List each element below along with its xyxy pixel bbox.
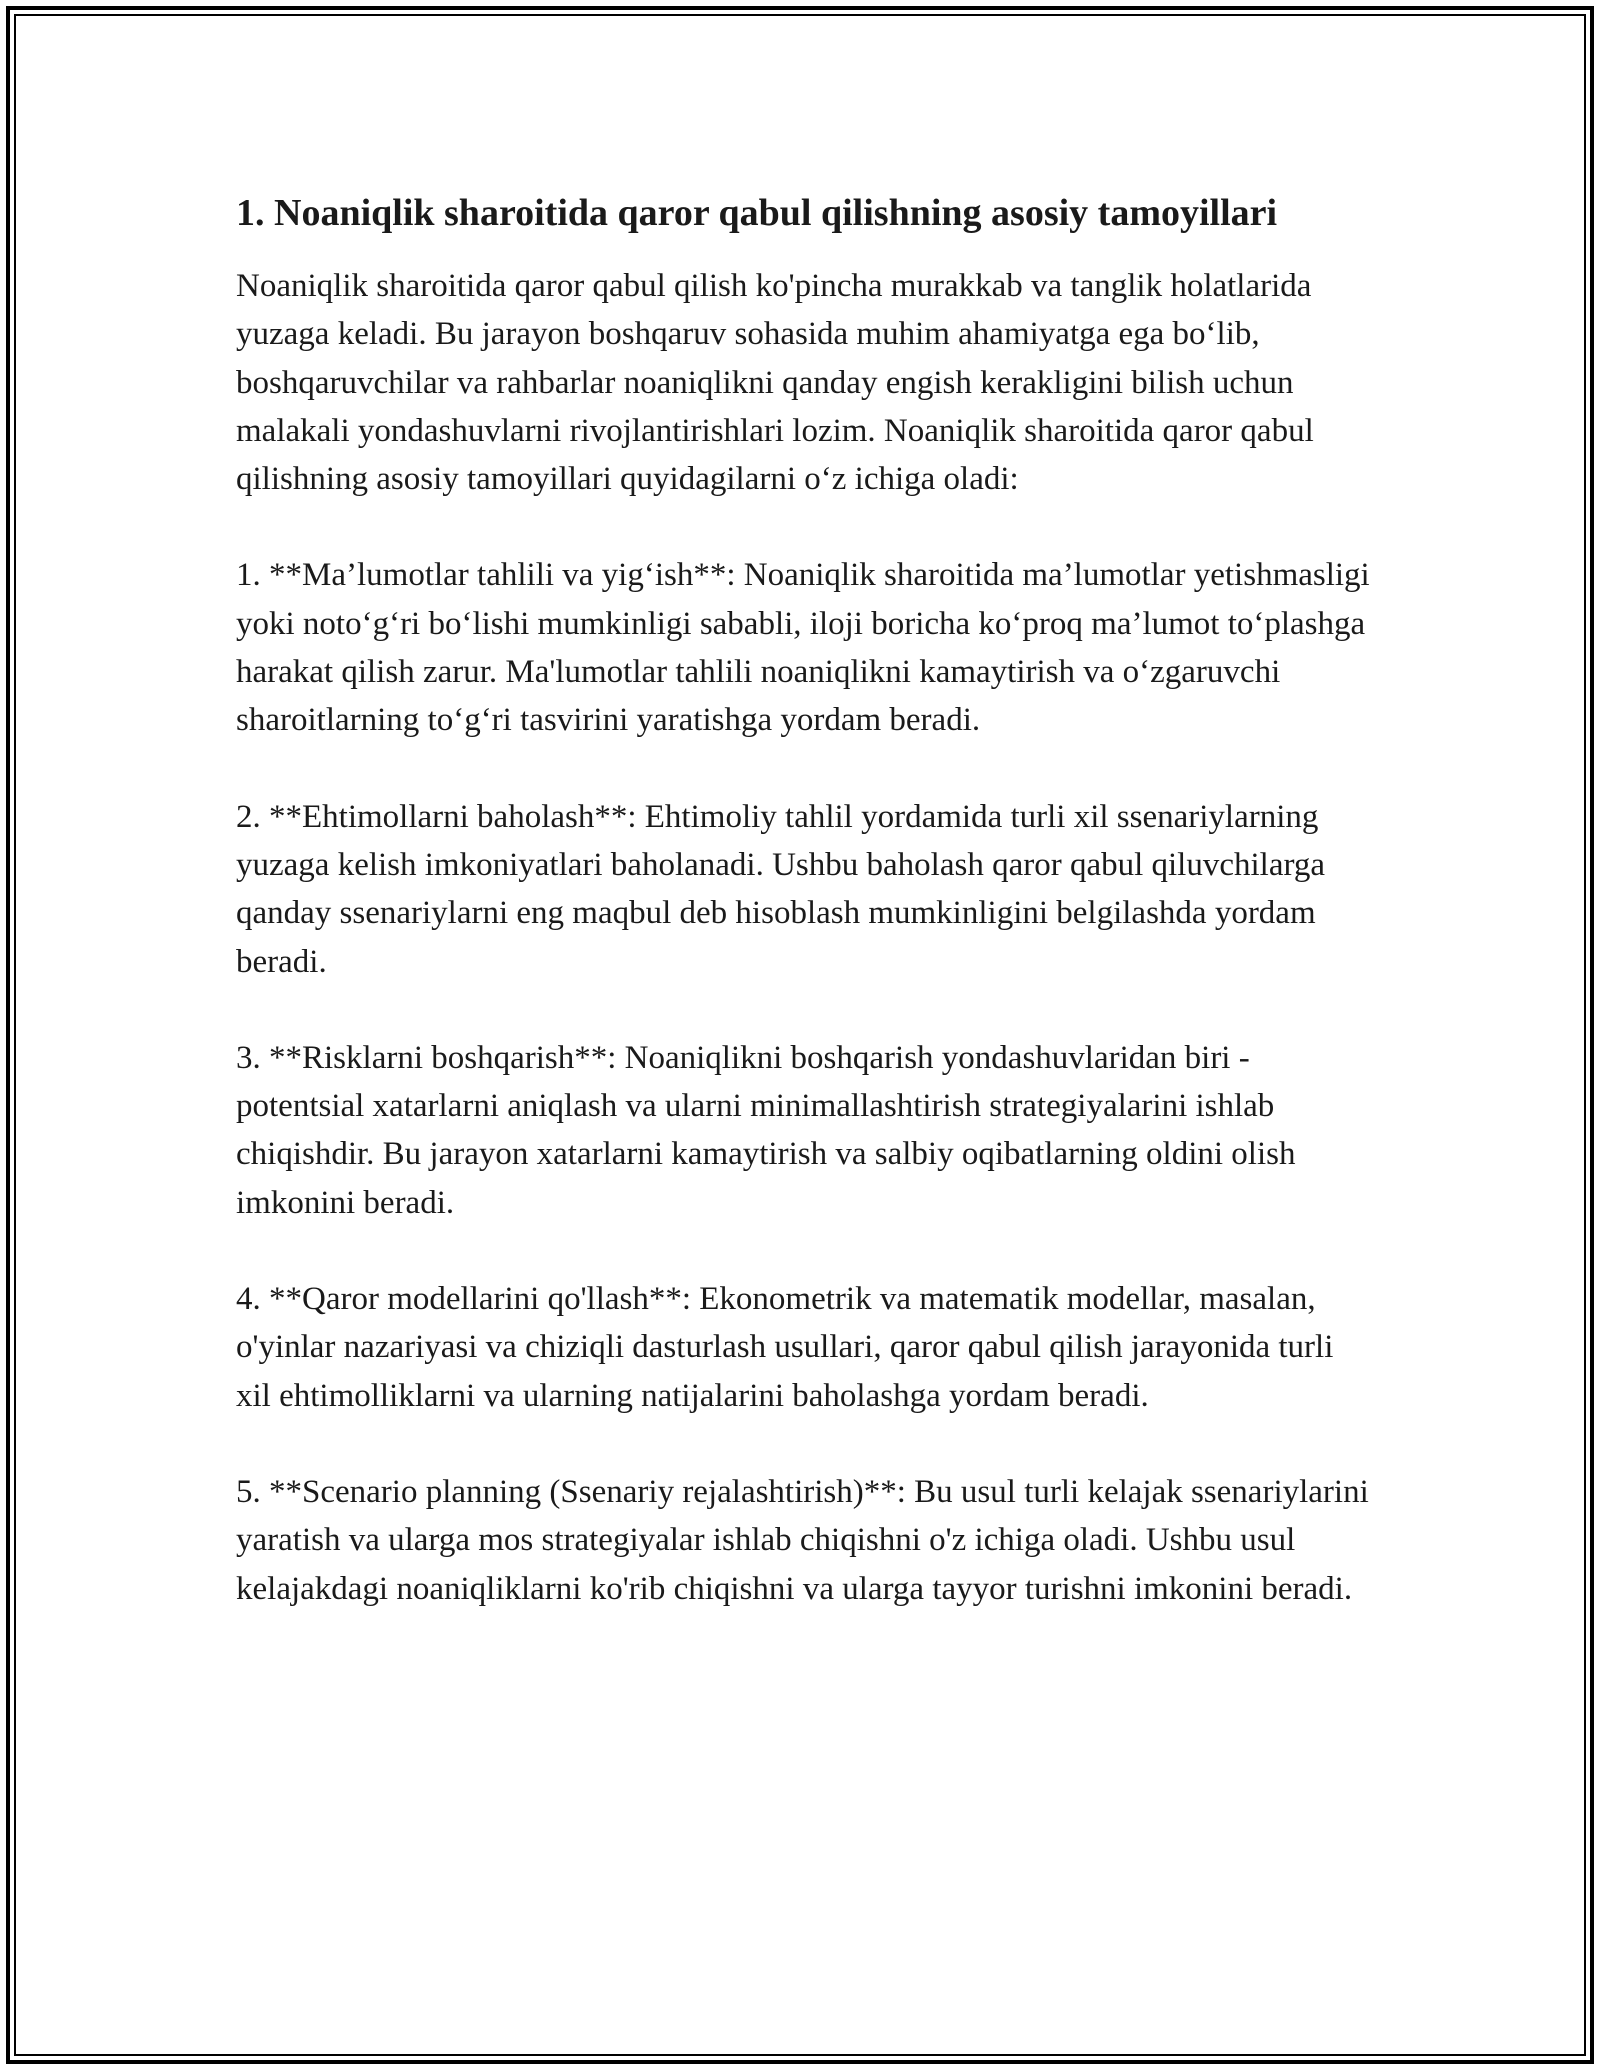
document-title: 1. Noaniqlik sharoitida qaror qabul qilishning asosiy tamoyillari <box>236 192 1278 234</box>
document-body <box>236 186 1376 1613</box>
principle-5-paragraph: 5. **Scenario planning (Ssenariy rejalashtirish)**: Bu usul turli kelajak ssenariylarini yaratish va ularga mos strategiyalar ishlab chiqishni o'z ichiga oladi. Ushbu usul kelajakdagi noaniqliklarni ko'rib chiqishni va ularga tayyor turishni imkonini beradi. <box>236 1473 1369 1607</box>
principle-4-paragraph: 4. **Qaror modellarini qo'llash**: Ekonometrik va matematik modellar, masalan, o'yinlar nazariyasi va chiziqli dasturlash usullari, qaror qabul qilish jarayonida turli xil ehtimolliklarni va ularning natijalarini baholashga yordam beradi. <box>236 1281 1334 1414</box>
principle-1-paragraph: 1. **Ma’lumotlar tahlili va yig‘ish**: Noaniqlik sharoitida ma’lumotlar yetishmasligi yoki noto‘g‘ri bo‘lishi mumkinligi sababli, iloji boricha ko‘proq ma’lumot to‘plashga harakat qilish zarur. Ma'lumotlar tahlili noaniqlikni kamaytirish va o‘zgaruvchi sharoitlarning to‘g‘ri tasvirini yaratishga yordam beradi. <box>236 557 1370 739</box>
intro-paragraph: Noaniqlik sharoitida qaror qabul qilish ko'pincha murakkab va tanglik holatlarida yuzaga keladi. Bu jarayon boshqaruv sohasida muhim ahamiyatga ega bo‘lib, boshqaruvchilar va rahbarlar noaniqlikni qanday engish kerakligini bilish uchun malakali yondashuvlarni rivojlantirishlari lozim. Noaniqlik sharoitida qaror qabul qilishning asosiy tamoyillari quyidagilarni o‘z ichiga oladi: <box>236 268 1314 498</box>
principle-2-paragraph: 2. **Ehtimollarni baholash**: Ehtimoliy tahlil yordamida turli xil ssenariylarning yuzaga kelish imkoniyatlari baholanadi. Ushbu baholash qaror qabul qiluvchilarga qanday ssenariylarni eng maqbul deb hisoblash mumkinligini belgilashda yordam beradi. <box>236 798 1326 980</box>
principle-3-paragraph: 3. **Risklarni boshqarish**: Noaniqlikni boshqarish yondashuvlaridan biri - potentsial xatarlarni aniqlash va ularni minimallashtirish strategiyalarini ishlab chiqishdir. Bu jarayon xatarlarni kamaytirish va salbiy oqibatlarning oldini olish imkonini beradi. <box>236 1039 1296 1221</box>
